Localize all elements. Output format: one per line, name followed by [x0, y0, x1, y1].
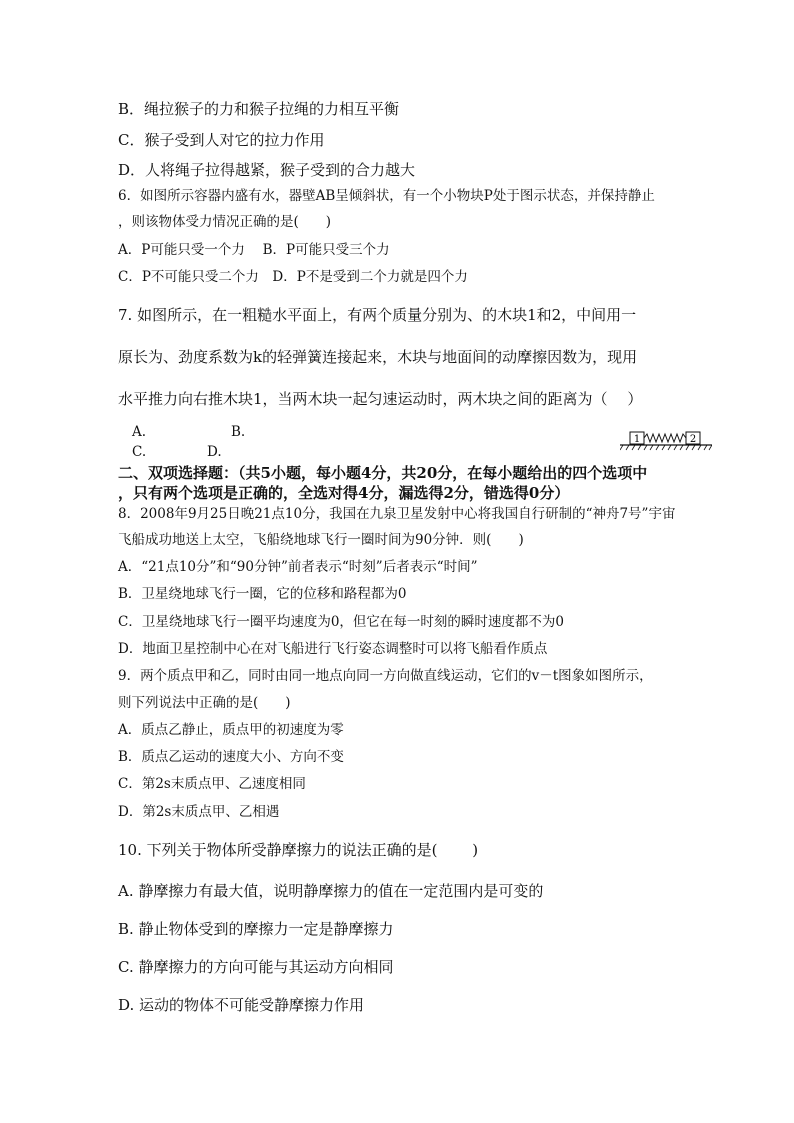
q10-stem: 10. 下列关于物体所受静摩擦力的说法正确的是( ) [118, 841, 479, 859]
q9-stem-line2: 则下列说法中正确的是( ) [118, 695, 291, 711]
q9-option-c: C．第2s末质点甲、乙速度相同 [118, 776, 306, 792]
q10-option-c: C. 静摩擦力的方向可能与其运动方向相同 [118, 958, 394, 976]
q5-option-c: C．猴子受到人对它的拉力作用 [118, 131, 325, 149]
q9-option-a: A．质点乙静止，质点甲的初速度为零 [118, 722, 344, 738]
q9-option-d: D．第2s末质点甲、乙相遇 [118, 804, 280, 820]
q6-options-cd: C．P不可能只受二个力 D．P不是受到二个力就是四个力 [118, 269, 468, 285]
q10-option-b: B. 静止物体受到的摩擦力一定是静摩擦力 [118, 920, 394, 938]
spring-icon [644, 434, 686, 442]
q8-option-d: D．地面卫星控制中心在对飞船进行飞行姿态调整时可以将飞船看作质点 [118, 641, 548, 657]
q7-stem-line1: 7. 如图所示，在一粗糙水平面上，有两个质量分别为、的木块1和2，中间用一 [118, 306, 637, 324]
block-2-label: 2 [689, 434, 697, 445]
q10-option-d: D. 运动的物体不可能受静摩擦力作用 [118, 996, 365, 1014]
q8-option-c: C．卫星绕地球飞行一圈平均速度为0，但它在每一时刻的瞬时速度都不为0 [118, 614, 565, 630]
q10-option-a: A. 静摩擦力有最大值，说明静摩擦力的值在一定范围内是可变的 [118, 882, 544, 900]
q5-option-d: D．人将绳子拉得越紧，猴子受到的合力越大 [118, 161, 416, 179]
spring-blocks-figure [620, 430, 712, 456]
q5-option-b: B．绳拉猴子的力和猴子拉绳的力相互平衡 [118, 100, 400, 118]
ground-hatching [620, 445, 712, 450]
block-1-label: 1 [633, 434, 641, 445]
q9-stem-line1: 9．两个质点甲和乙，同时由同一地点向同一方向做直线运动，它们的v－t图象如图所示， [118, 668, 653, 684]
q8-stem-line2: 飞船成功地送上太空，飞船绕地球飞行一圈时间为90分钟．则( ) [118, 532, 524, 548]
section-2-title-line1: 二、双项选择题：（共5小题，每小题4分，共20分，在每小题给出的四个选项中 [118, 464, 648, 482]
q6-stem-line1: 6．如图所示容器内盛有水，器壁AB呈倾斜状，有一个小物块P处于图示状态，并保持静止 [118, 188, 655, 204]
section-2-title-line2: ，只有两个选项是正确的，全选对得4分，漏选得2分，错选得0分） [118, 484, 570, 502]
q7-stem-line3: 水平推力向右推木块1，当两木块一起匀速运动时，两木块之间的距离为（ ） [118, 390, 643, 408]
q7-stem-line2: 原长为、劲度系数为k的轻弹簧连接起来，木块与地面间的动摩擦因数为，现用 [118, 348, 638, 366]
q6-stem-line2: ，则该物体受力情况正确的是( ) [118, 214, 332, 230]
q6-options-ab: A．P可能只受一个力 B．P可能只受三个力 [118, 242, 390, 258]
q8-option-b: B．卫星绕地球飞行一圈，它的位移和路程都为0 [118, 586, 407, 602]
q7-option-b: B. [231, 424, 246, 440]
q8-stem-line1: 8．2008年9月25日晚21点10分，我国在九泉卫星发射中心将我国自行研制的“神舟7号”宇宙 [118, 506, 676, 522]
q8-option-a: A．“21点10分”和“90分钟”前者表示“时刻”后者表示“时间” [118, 559, 478, 575]
q9-option-b: B．质点乙运动的速度大小、方向不变 [118, 749, 344, 765]
q7-option-d: D. [207, 444, 222, 460]
q7-option-c: C. [132, 444, 147, 460]
q7-option-a: A. [132, 424, 147, 440]
